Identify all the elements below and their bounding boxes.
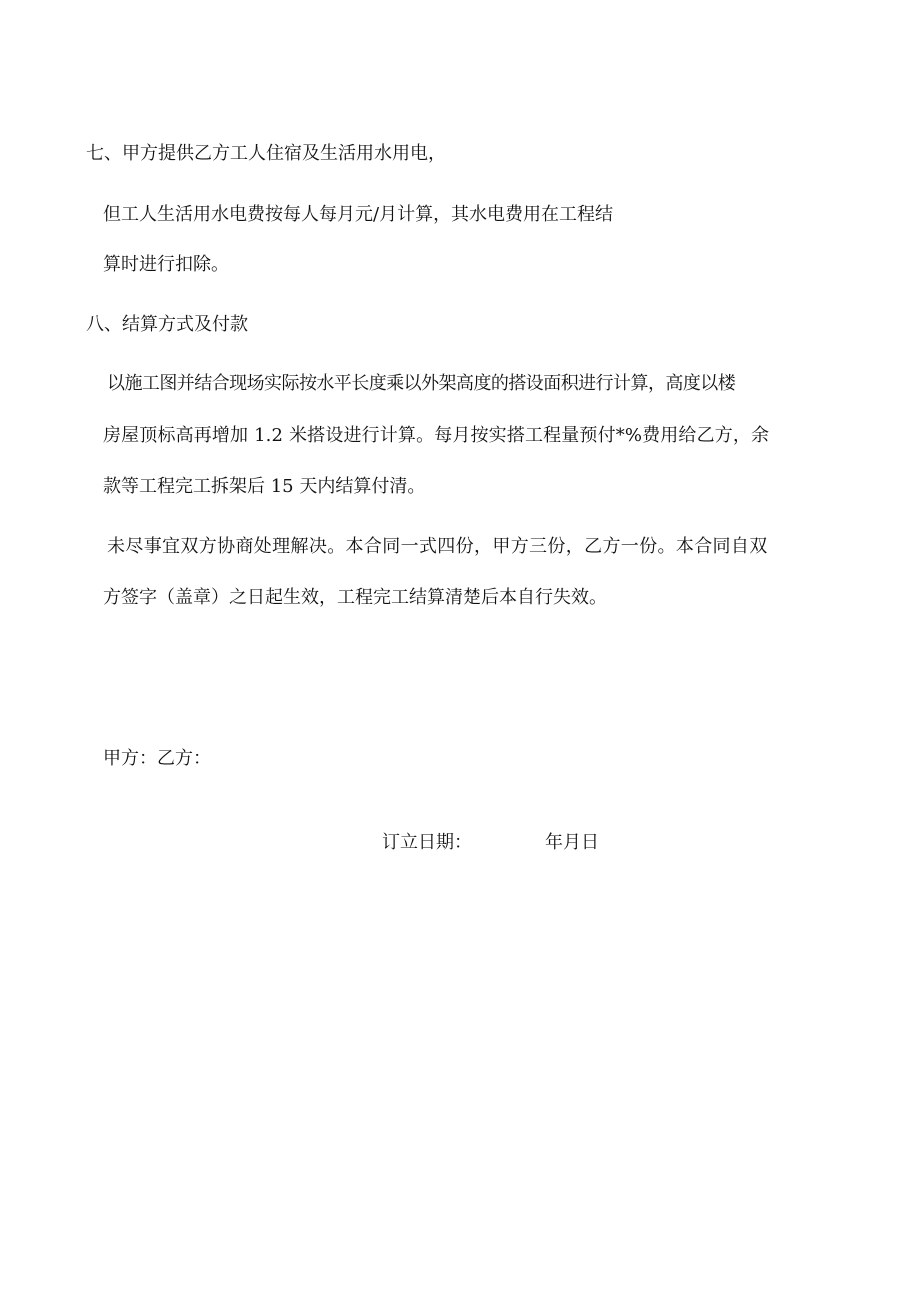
party-signature-labels: 甲方：乙方： bbox=[103, 748, 211, 769]
signing-date-value: 年月日 bbox=[545, 832, 599, 853]
section-7-text-line-1: 但工人生活用水电费按每人每月元/月计算，其水电费用在工程结 bbox=[103, 204, 614, 225]
section-8-paragraph-2-line-1: 未尽事宜双方协商处理解决。本合同一式四份，甲方三份，乙方一份。本合同自双 bbox=[107, 536, 768, 557]
section-7-heading: 七、甲方提供乙方工人住宿及生活用水用电， bbox=[86, 143, 446, 164]
section-8-paragraph-2-line-2: 方签字（盖章）之日起生效，工程完工结算清楚后本自行失效。 bbox=[103, 587, 607, 608]
section-8-paragraph-1-line-1: 以施工图并结合现场实际按水平长度乘以外架高度的搭设面积进行计算，高度以楼 bbox=[107, 373, 736, 394]
signing-date-label: 订立日期： bbox=[382, 832, 472, 853]
section-8-heading: 八、结算方式及付款 bbox=[86, 314, 248, 335]
section-8-paragraph-1-line-3: 款等工程完工拆架后 15 天内结算付清。 bbox=[103, 476, 426, 497]
section-8-paragraph-1-line-2: 房屋顶标高再增加 1.2 米搭设进行计算。每月按实搭工程量预付*%费用给乙方，余 bbox=[103, 425, 770, 446]
section-7-text-line-2: 算时进行扣除。 bbox=[103, 254, 229, 275]
